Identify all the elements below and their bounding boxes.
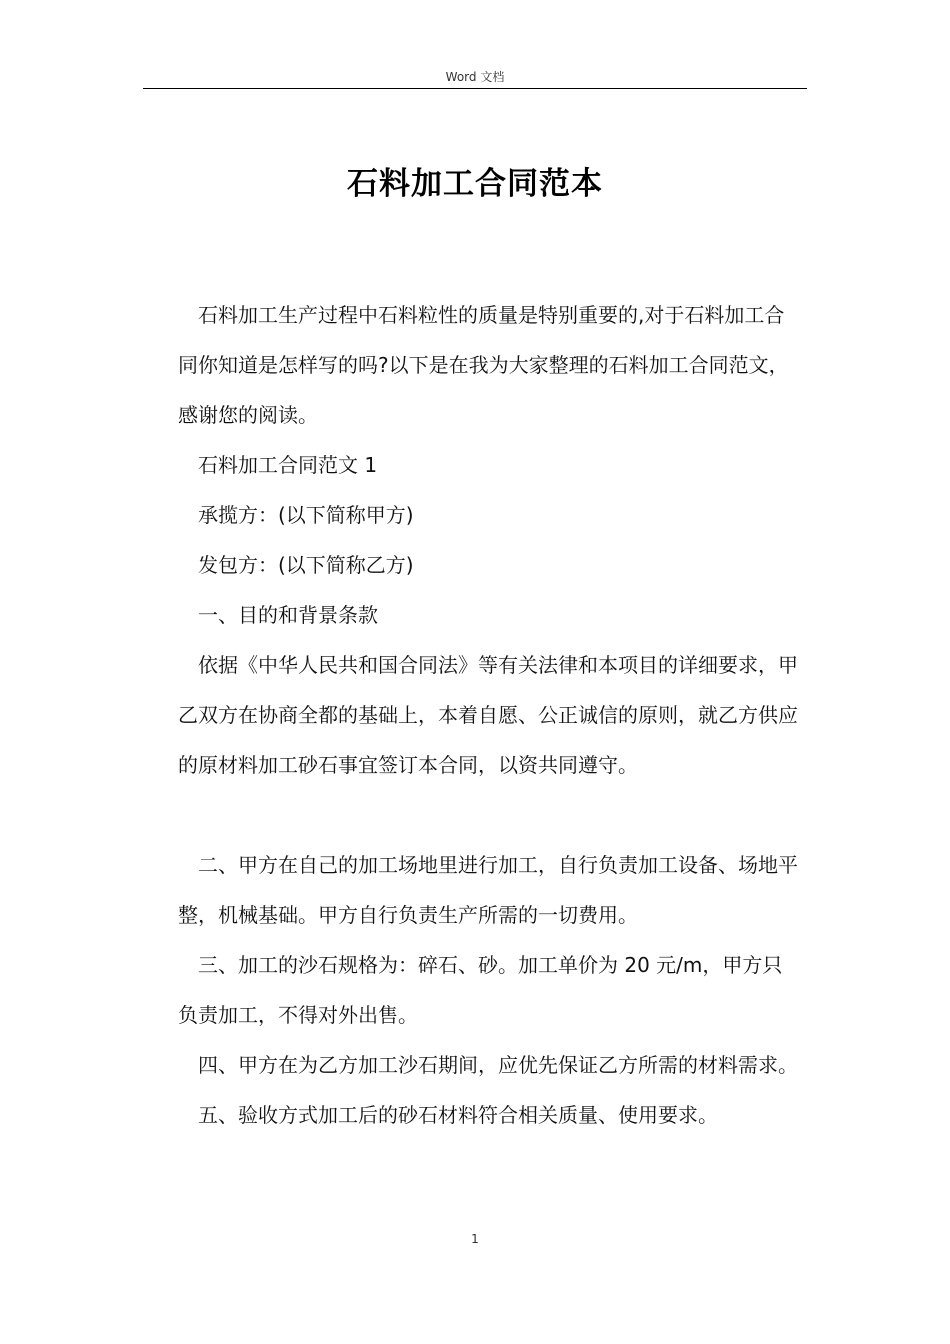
header-divider: [143, 88, 807, 89]
document-title: 石料加工合同范本: [347, 166, 603, 202]
document-body: [178, 290, 802, 1140]
clause-2-processing-site: 二、甲方在自己的加工场地里进行加工，自行负责加工设备、场地平整，机械基础。甲方自行负责生产所需的一切费用。: [178, 853, 798, 927]
clause-4-priority: 四、甲方在为乙方加工沙石期间，应优先保证乙方所需的材料需求。: [198, 1053, 798, 1077]
contractor-line: 承揽方：(以下简称甲方): [198, 503, 414, 527]
page-number: 1: [471, 1232, 479, 1246]
clause-3-specifications: 三、加工的沙石规格为：碎石、砂。加工单价为 20 元/m，甲方只负责加工，不得对外出售。: [178, 953, 783, 1027]
clause-5-acceptance: 五、验收方式加工后的砂石材料符合相关质量、使用要求。: [198, 1103, 718, 1127]
contract-sample-heading: 石料加工合同范文 1: [198, 453, 378, 477]
client-line: 发包方：(以下简称乙方): [198, 553, 414, 577]
page-header-label: Word 文档: [445, 70, 505, 84]
clause-legal-basis: 依据《中华人民共和国合同法》等有关法律和本项目的详细要求，甲乙双方在协商全都的基础上，本着自愿、公正诚信的原则，就乙方供应的原材料加工砂石事宜签订本合同，以资共同遵守。: [178, 653, 798, 777]
intro-paragraph: 石料加工生产过程中石料粒性的质量是特别重要的,对于石料加工合同你知道是怎样写的吗?以下是在我为大家整理的石料加工合同范文，感谢您的阅读。: [178, 303, 789, 427]
section-heading-purpose: 一、目的和背景条款: [198, 603, 378, 627]
